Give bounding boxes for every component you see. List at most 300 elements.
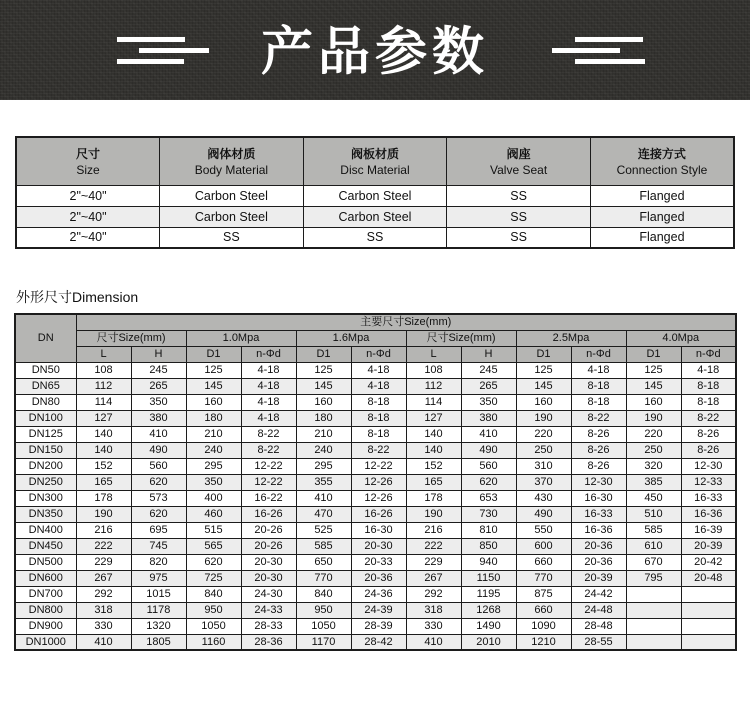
dimension-cell: 1490: [461, 618, 516, 634]
dimension-table-body: [15, 362, 736, 650]
group-header: 4.0Mpa: [626, 330, 736, 346]
dimension-cell: 410: [76, 634, 131, 650]
dimension-row: [15, 410, 736, 426]
materials-column-header: [303, 137, 447, 185]
dimension-cell: 330: [76, 618, 131, 634]
dimension-cell: 210: [296, 426, 351, 442]
dimension-cell: 16-26: [351, 506, 406, 522]
dimension-cell: 950: [296, 602, 351, 618]
dimension-section-title: 外形尺寸Dimension: [16, 289, 139, 305]
dimension-cell: 490: [461, 442, 516, 458]
dimension-cell: 112: [76, 378, 131, 394]
materials-table: [15, 136, 735, 249]
dimension-cell: 20-26: [241, 522, 296, 538]
dimension-cell: 8-26: [571, 442, 626, 458]
dimension-cell: 4-18: [241, 362, 296, 378]
header-label-en: Body Material: [194, 163, 269, 178]
dimension-row: [15, 490, 736, 506]
dimension-cell: 975: [131, 570, 186, 586]
dimension-cell: 565: [186, 538, 241, 554]
dimension-cell: 8-22: [241, 442, 296, 458]
sub-header: D1: [626, 346, 681, 362]
sub-header: D1: [186, 346, 241, 362]
dimension-cell: 165: [406, 474, 461, 490]
group-header-row: [15, 330, 736, 346]
dn-cell: DN125: [15, 426, 76, 442]
dimension-cell: 127: [76, 410, 131, 426]
materials-cell: SS: [447, 206, 591, 227]
dimension-cell: 250: [626, 442, 681, 458]
dimension-cell: 320: [626, 458, 681, 474]
triple-lines-icon: [552, 37, 645, 70]
dimension-cell: 450: [626, 490, 681, 506]
materials-cell: Flanged: [590, 206, 734, 227]
dimension-cell: 8-22: [571, 410, 626, 426]
dimension-cell: 24-42: [571, 586, 626, 602]
dimension-cell: 355: [296, 474, 351, 490]
dn-cell: DN1000: [15, 634, 76, 650]
group-header: 尺寸Size(mm): [76, 330, 186, 346]
dimension-cell: 810: [461, 522, 516, 538]
header-label-en: Connection Style: [616, 163, 708, 178]
dimension-cell: 318: [406, 602, 461, 618]
dimension-cell: 8-26: [681, 442, 736, 458]
dimension-row: [15, 554, 736, 570]
dimension-cell: 620: [186, 554, 241, 570]
dimension-cell: 585: [296, 538, 351, 554]
dimension-cell: 4-18: [681, 362, 736, 378]
sub-header: n-Φd: [351, 346, 406, 362]
dimension-cell: 490: [516, 506, 571, 522]
dimension-cell: 24-36: [351, 586, 406, 602]
dimension-cell: 1195: [461, 586, 516, 602]
materials-column-header: [16, 137, 160, 185]
dimension-cell: 400: [186, 490, 241, 506]
dimension-cell: 245: [131, 362, 186, 378]
materials-cell: Flanged: [590, 185, 734, 206]
dimension-cell: 140: [406, 442, 461, 458]
dimension-cell: 229: [76, 554, 131, 570]
dimension-cell: 12-22: [241, 474, 296, 490]
dimension-cell: 125: [516, 362, 571, 378]
header-label-zh: 阀板材质: [350, 147, 399, 162]
dimension-cell: [681, 634, 736, 650]
dn-cell: DN100: [15, 410, 76, 426]
dimension-cell: 240: [296, 442, 351, 458]
dimension-cell: 178: [406, 490, 461, 506]
dimension-cell: [681, 602, 736, 618]
dimension-row: [15, 618, 736, 634]
group-header: 1.6Mpa: [296, 330, 406, 346]
dimension-cell: 950: [186, 602, 241, 618]
page-title: 产品参数: [260, 23, 490, 82]
dimension-cell: 145: [186, 378, 241, 394]
sub-header: n-Φd: [571, 346, 626, 362]
sub-header: n-Φd: [241, 346, 296, 362]
dimension-cell: 470: [296, 506, 351, 522]
dimension-cell: 8-18: [351, 410, 406, 426]
dimension-cell: 114: [76, 394, 131, 410]
dimension-cell: [626, 618, 681, 634]
dimension-cell: 350: [461, 394, 516, 410]
dimension-cell: 210: [186, 426, 241, 442]
dimension-cell: 140: [406, 426, 461, 442]
dimension-row: [15, 538, 736, 554]
dimension-cell: 940: [461, 554, 516, 570]
dimension-cell: [626, 634, 681, 650]
dimension-cell: 20-39: [681, 538, 736, 554]
dimension-cell: 515: [186, 522, 241, 538]
dimension-cell: 550: [516, 522, 571, 538]
header-label-zh: 阀座: [506, 147, 531, 162]
dimension-cell: 216: [76, 522, 131, 538]
dimension-cell: 20-42: [681, 554, 736, 570]
dimension-cell: 850: [461, 538, 516, 554]
group-header: 尺寸Size(mm): [406, 330, 516, 346]
dimension-cell: 1015: [131, 586, 186, 602]
dimension-cell: 240: [186, 442, 241, 458]
dimension-cell: 12-30: [571, 474, 626, 490]
dimension-cell: 267: [406, 570, 461, 586]
sub-header: D1: [296, 346, 351, 362]
dimension-cell: 12-30: [681, 458, 736, 474]
dimension-row: [15, 506, 736, 522]
dimension-cell: 8-18: [681, 394, 736, 410]
dimension-cell: 190: [76, 506, 131, 522]
dimension-cell: 127: [406, 410, 461, 426]
dimension-cell: 125: [626, 362, 681, 378]
dimension-cell: 295: [186, 458, 241, 474]
dimension-cell: 145: [626, 378, 681, 394]
dimension-cell: 145: [296, 378, 351, 394]
dimension-cell: 20-26: [241, 538, 296, 554]
materials-cell: 2"~40": [16, 227, 160, 248]
dimension-cell: 8-26: [571, 426, 626, 442]
dimension-cell: 28-33: [241, 618, 296, 634]
dimension-cell: 12-26: [351, 490, 406, 506]
dimension-cell: 292: [406, 586, 461, 602]
dimension-cell: 1160: [186, 634, 241, 650]
dimension-cell: 4-18: [571, 362, 626, 378]
dimension-cell: 28-42: [351, 634, 406, 650]
dn-cell: DN900: [15, 618, 76, 634]
dimension-cell: 8-22: [241, 426, 296, 442]
dimension-cell: 295: [296, 458, 351, 474]
dimension-cell: 510: [626, 506, 681, 522]
sub-header: H: [461, 346, 516, 362]
dimension-cell: 12-26: [351, 474, 406, 490]
materials-cell: SS: [160, 227, 304, 248]
dimension-cell: 330: [406, 618, 461, 634]
dimension-cell: 380: [131, 410, 186, 426]
dimension-cell: [626, 602, 681, 618]
dimension-cell: 600: [516, 538, 571, 554]
dimension-cell: 8-18: [571, 378, 626, 394]
dimension-cell: 4-18: [351, 378, 406, 394]
materials-cell: SS: [447, 185, 591, 206]
dimension-cell: 350: [186, 474, 241, 490]
dimension-cell: 16-30: [351, 522, 406, 538]
dimension-table: [14, 313, 737, 651]
group-header: 1.0Mpa: [186, 330, 296, 346]
dimension-row: [15, 362, 736, 378]
dimension-cell: [681, 586, 736, 602]
dimension-cell: 875: [516, 586, 571, 602]
dimension-cell: 490: [131, 442, 186, 458]
header-label-en: Valve Seat: [490, 163, 548, 178]
dn-cell: DN80: [15, 394, 76, 410]
dimension-cell: 152: [406, 458, 461, 474]
dimension-cell: 24-39: [351, 602, 406, 618]
header-label-en: Size: [76, 163, 100, 178]
dimension-cell: 28-36: [241, 634, 296, 650]
dimension-cell: 318: [76, 602, 131, 618]
dimension-row: [15, 522, 736, 538]
dimension-cell: 222: [406, 538, 461, 554]
dimension-cell: 460: [186, 506, 241, 522]
dimension-cell: 695: [131, 522, 186, 538]
dimension-cell: 190: [516, 410, 571, 426]
dimension-cell: 229: [406, 554, 461, 570]
dimension-cell: 160: [296, 394, 351, 410]
dimension-cell: 190: [406, 506, 461, 522]
dimension-cell: 4-18: [241, 394, 296, 410]
dn-cell: DN250: [15, 474, 76, 490]
dimension-cell: 1268: [461, 602, 516, 618]
dimension-cell: 1805: [131, 634, 186, 650]
dimension-cell: 140: [76, 426, 131, 442]
dimension-cell: 1210: [516, 634, 571, 650]
dimension-cell: 745: [131, 538, 186, 554]
dn-cell: DN150: [15, 442, 76, 458]
dimension-cell: 220: [626, 426, 681, 442]
header-label-zh: 尺寸: [76, 147, 101, 162]
dimension-cell: 20-36: [571, 538, 626, 554]
dimension-cell: 20-30: [241, 570, 296, 586]
dimension-cell: 12-22: [351, 458, 406, 474]
dimension-cell: [626, 586, 681, 602]
header-label-en: Disc Material: [340, 163, 410, 178]
dimension-cell: 265: [461, 378, 516, 394]
dimension-cell: 16-33: [681, 490, 736, 506]
dimension-cell: 1090: [516, 618, 571, 634]
dimension-cell: 160: [626, 394, 681, 410]
dimension-cell: 8-18: [351, 426, 406, 442]
materials-cell: Flanged: [590, 227, 734, 248]
dimension-cell: 28-48: [571, 618, 626, 634]
dimension-cell: 1150: [461, 570, 516, 586]
dimension-cell: 1178: [131, 602, 186, 618]
dimension-row: [15, 426, 736, 442]
dimension-cell: 730: [461, 506, 516, 522]
materials-cell: Carbon Steel: [160, 206, 304, 227]
dimension-cell: 16-33: [571, 506, 626, 522]
dimension-row: [15, 458, 736, 474]
dimension-row: [15, 570, 736, 586]
dn-cell: DN300: [15, 490, 76, 506]
dimension-cell: 573: [131, 490, 186, 506]
dimension-cell: 12-33: [681, 474, 736, 490]
dimension-cell: 220: [516, 426, 571, 442]
materials-header-row: [16, 137, 734, 185]
dimension-cell: 2010: [461, 634, 516, 650]
dimension-cell: 20-36: [351, 570, 406, 586]
dimension-row: [15, 586, 736, 602]
dn-cell: DN600: [15, 570, 76, 586]
dimension-cell: 4-18: [241, 378, 296, 394]
dimension-cell: 610: [626, 538, 681, 554]
sub-header-row: [15, 346, 736, 362]
dimension-cell: 585: [626, 522, 681, 538]
dn-cell: DN65: [15, 378, 76, 394]
dimension-cell: 20-33: [351, 554, 406, 570]
dimension-cell: 16-22: [241, 490, 296, 506]
dimension-cell: 180: [186, 410, 241, 426]
dimension-cell: 770: [516, 570, 571, 586]
dn-cell: DN450: [15, 538, 76, 554]
header-label-zh: 阀体材质: [207, 147, 256, 162]
dimension-cell: 795: [626, 570, 681, 586]
sub-header: n-Φd: [681, 346, 736, 362]
dimension-cell: 310: [516, 458, 571, 474]
dimension-cell: 770: [296, 570, 351, 586]
dimension-cell: 620: [131, 474, 186, 490]
dimension-cell: 165: [76, 474, 131, 490]
dimension-cell: 160: [186, 394, 241, 410]
dimension-cell: 125: [186, 362, 241, 378]
dimension-cell: 292: [76, 586, 131, 602]
span-header-row: [15, 314, 736, 330]
dn-cell: DN350: [15, 506, 76, 522]
dimension-cell: 112: [406, 378, 461, 394]
dimension-cell: 24-33: [241, 602, 296, 618]
materials-cell: Carbon Steel: [303, 185, 447, 206]
dimension-cell: 620: [461, 474, 516, 490]
dimension-cell: 410: [461, 426, 516, 442]
sub-header: L: [406, 346, 461, 362]
dimension-cell: 385: [626, 474, 681, 490]
dn-column-header: DN: [15, 314, 76, 362]
dimension-cell: 180: [296, 410, 351, 426]
materials-column-header: [160, 137, 304, 185]
triple-lines-icon: [117, 37, 209, 70]
dimension-cell: 20-39: [571, 570, 626, 586]
dimension-cell: 820: [131, 554, 186, 570]
dimension-row: [15, 378, 736, 394]
dimension-cell: 245: [461, 362, 516, 378]
dimension-cell: 145: [516, 378, 571, 394]
dimension-cell: 525: [296, 522, 351, 538]
dimension-cell: 24-30: [241, 586, 296, 602]
dimension-cell: 840: [296, 586, 351, 602]
dimension-cell: 190: [626, 410, 681, 426]
dimension-cell: 1170: [296, 634, 351, 650]
dn-cell: DN800: [15, 602, 76, 618]
dimension-cell: 410: [296, 490, 351, 506]
dimension-cell: 160: [516, 394, 571, 410]
dimension-cell: 216: [406, 522, 461, 538]
dimension-cell: 108: [406, 362, 461, 378]
dimension-row: [15, 394, 736, 410]
materials-column-header: [447, 137, 591, 185]
materials-cell: 2"~40": [16, 185, 160, 206]
dimension-cell: 370: [516, 474, 571, 490]
dimension-cell: 8-22: [351, 442, 406, 458]
dimension-cell: 350: [131, 394, 186, 410]
materials-cell: 2"~40": [16, 206, 160, 227]
dimension-cell: 410: [406, 634, 461, 650]
dimension-cell: 560: [131, 458, 186, 474]
dimension-cell: 250: [516, 442, 571, 458]
dimension-cell: 4-18: [241, 410, 296, 426]
dimension-cell: 660: [516, 602, 571, 618]
materials-row: [16, 206, 734, 227]
dimension-cell: 28-55: [571, 634, 626, 650]
materials-cell: Carbon Steel: [160, 185, 304, 206]
dimension-cell: 125: [296, 362, 351, 378]
dimension-cell: 20-30: [241, 554, 296, 570]
main-size-header: 主要尺寸Size(mm): [76, 314, 736, 330]
materials-row: [16, 185, 734, 206]
header-label-zh: 连接方式: [637, 147, 686, 162]
dimension-cell: 1320: [131, 618, 186, 634]
product-parameters-banner: [0, 0, 750, 100]
dn-cell: DN700: [15, 586, 76, 602]
dimension-cell: 28-39: [351, 618, 406, 634]
dimension-row: [15, 474, 736, 490]
dimension-cell: 140: [76, 442, 131, 458]
materials-column-header: [590, 137, 734, 185]
dimension-cell: 114: [406, 394, 461, 410]
dimension-cell: 8-18: [571, 394, 626, 410]
dimension-cell: 265: [131, 378, 186, 394]
dn-cell: DN200: [15, 458, 76, 474]
dimension-cell: 8-18: [681, 378, 736, 394]
dimension-cell: 20-30: [351, 538, 406, 554]
dimension-cell: 410: [131, 426, 186, 442]
dn-cell: DN500: [15, 554, 76, 570]
dimension-cell: 8-26: [571, 458, 626, 474]
materials-cell: SS: [447, 227, 591, 248]
dimension-cell: 178: [76, 490, 131, 506]
dimension-cell: 670: [626, 554, 681, 570]
dimension-cell: 8-18: [351, 394, 406, 410]
sub-header: L: [76, 346, 131, 362]
dimension-cell: 620: [131, 506, 186, 522]
materials-cell: Carbon Steel: [303, 206, 447, 227]
dn-cell: DN400: [15, 522, 76, 538]
dimension-cell: 1050: [296, 618, 351, 634]
dimension-row: [15, 602, 736, 618]
dimension-cell: 16-30: [571, 490, 626, 506]
dimension-cell: 16-26: [241, 506, 296, 522]
dimension-cell: 152: [76, 458, 131, 474]
dimension-cell: 8-22: [681, 410, 736, 426]
dimension-cell: 4-18: [351, 362, 406, 378]
dimension-cell: [681, 618, 736, 634]
dimension-row: [15, 442, 736, 458]
materials-cell: SS: [303, 227, 447, 248]
dimension-cell: 267: [76, 570, 131, 586]
sub-header: H: [131, 346, 186, 362]
dimension-cell: 16-39: [681, 522, 736, 538]
dimension-cell: 16-36: [571, 522, 626, 538]
materials-table-body: [16, 185, 734, 248]
dimension-cell: 653: [461, 490, 516, 506]
dimension-cell: 12-22: [241, 458, 296, 474]
group-header: 2.5Mpa: [516, 330, 626, 346]
dimension-cell: 16-36: [681, 506, 736, 522]
